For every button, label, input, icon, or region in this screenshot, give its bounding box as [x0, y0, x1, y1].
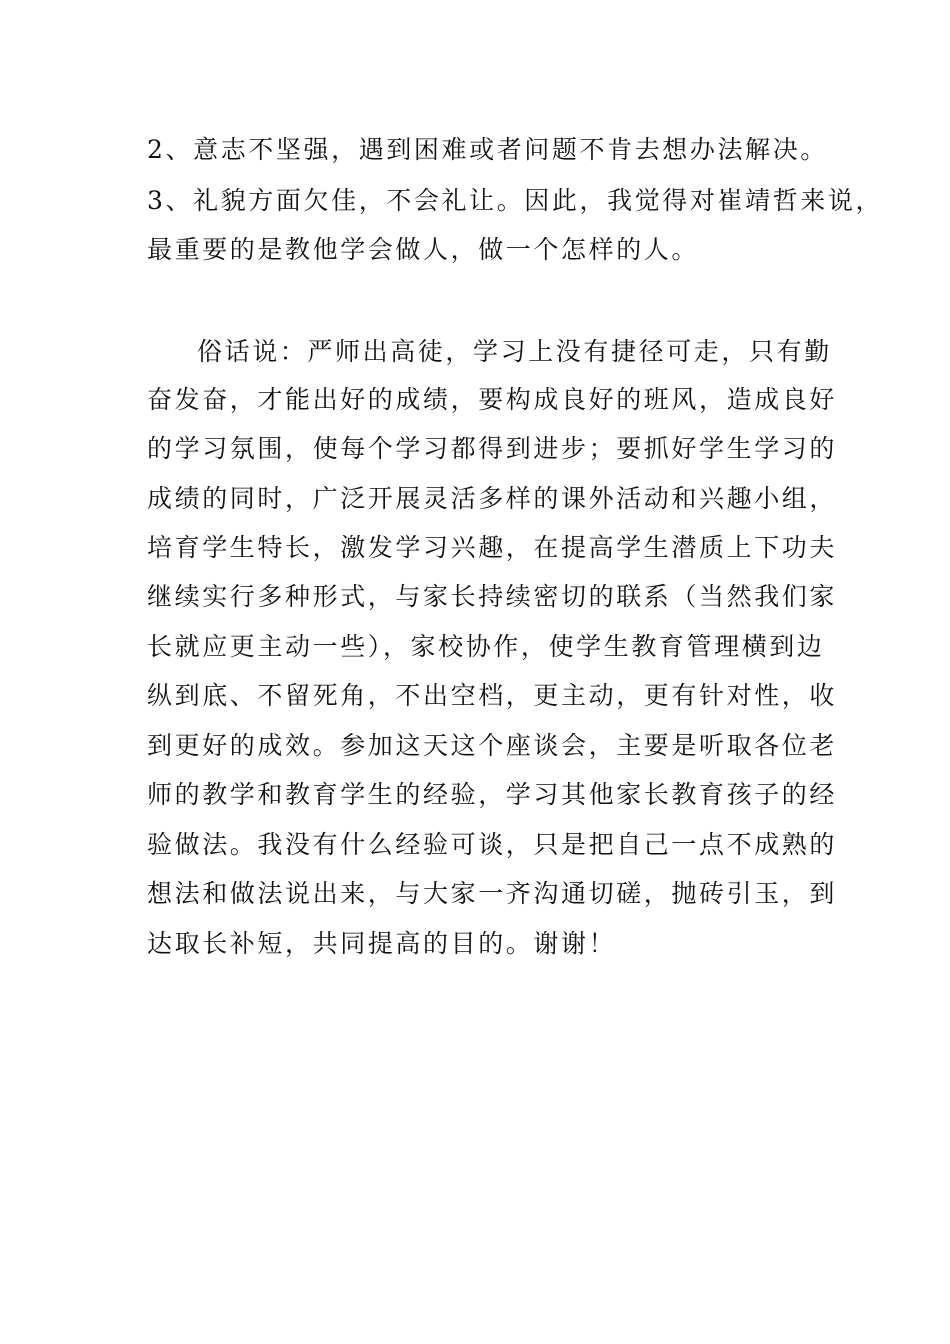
text-line: 奋发奋，才能出好的成绩，要构成良好的班风，造成良好: [147, 385, 838, 414]
text-line: 长就应更主动一些），家校协作，使学生教育管理横到边: [147, 632, 825, 661]
text-line: 培育学生特长，激发学习兴趣，在提高学生潜质上下功夫: [147, 533, 838, 562]
text-line: 的学习氛围，使每个学习都得到进步；要抓好学生学习的: [147, 434, 838, 463]
text-line: 2、意志不坚强，遇到困难或者问题不肯去想办法解决。: [147, 135, 828, 164]
text-line: 纵到底、不留死角，不出空档，更主动，更有针对性，收: [147, 681, 838, 710]
text-line: 3、礼貌方面欠佳，不会礼让。因此，我觉得对崔靖哲来说，: [147, 186, 884, 215]
text-line: 继续实行多种形式，与家长持续密切的联系（当然我们家: [147, 582, 838, 611]
text-line: 到更好的成效。参加这天这个座谈会，主要是听取各位老: [147, 731, 838, 760]
paragraph-first-line: 俗话说：严师出高徒，学习上没有捷径可走，只有勤: [197, 337, 832, 366]
text-line: 想法和做法说出来，与大家一齐沟通切磋，抛砖引玉，到: [147, 879, 838, 908]
text-line: 最重要的是教他学会做人，做一个怎样的人。: [147, 235, 700, 264]
text-line: 成绩的同时，广泛开展灵活多样的课外活动和兴趣小组，: [147, 484, 838, 513]
text-line: 师的教学和教育学生的经验，学习其他家长教育孩子的经: [147, 780, 838, 809]
text-line: 验做法。我没有什么经验可谈，只是把自己一点不成熟的: [147, 830, 838, 859]
text-line: 达取长补短，共同提高的目的。谢谢！: [147, 929, 617, 958]
